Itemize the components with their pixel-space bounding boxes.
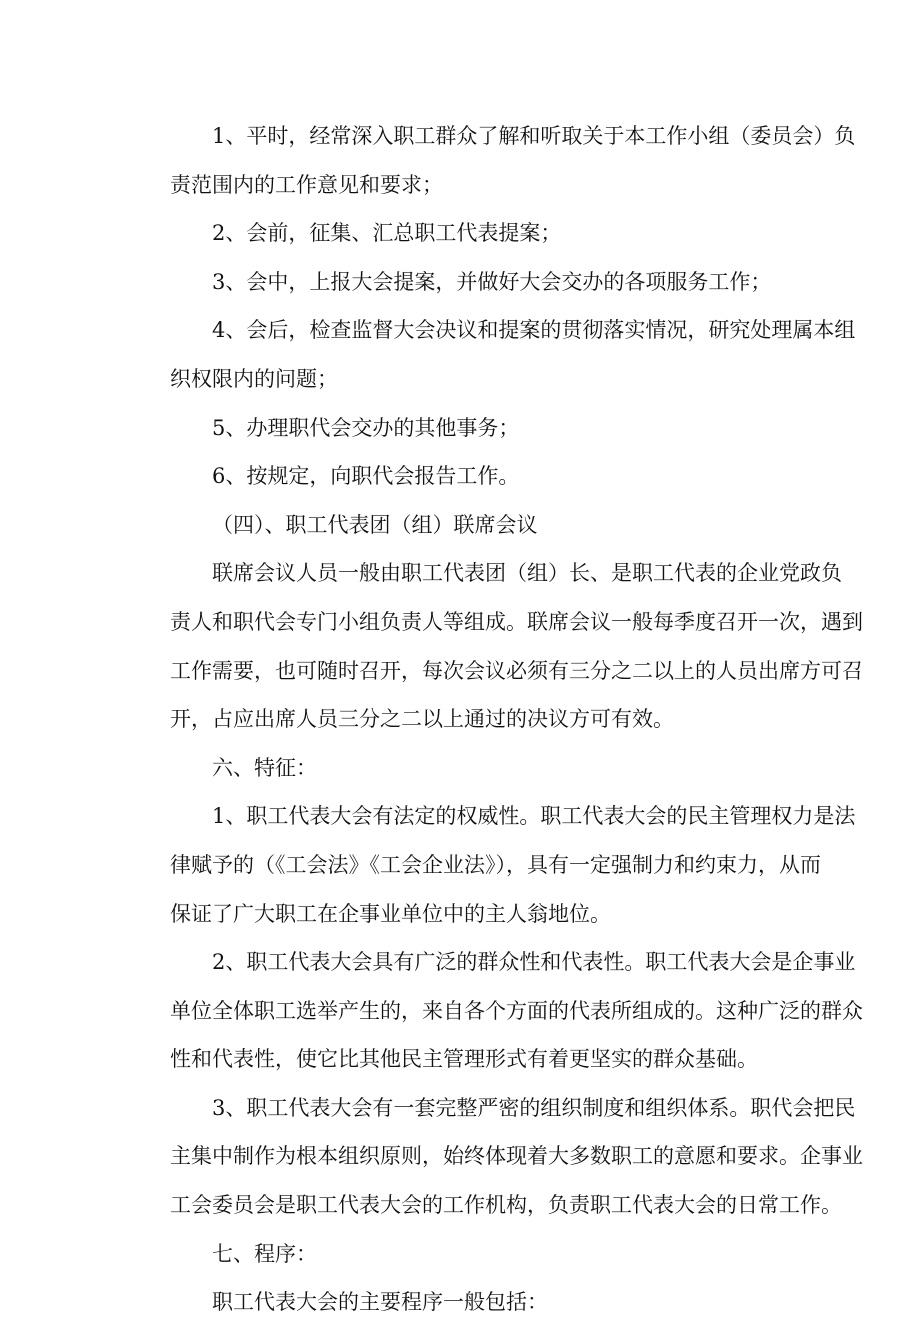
paragraph-line: （四）、职工代表团（组）联席会议 [212,512,538,537]
paragraph-line: 6、按规定，向职代会报告工作。 [212,464,520,489]
paragraph-line: 3、会中，上报大会提案，并做好大会交办的各项服务工作； [212,269,772,294]
paragraph-line: 开，占应出席人员三分之二以上通过的决议方可有效。 [170,707,674,732]
paragraph-line: 职工代表大会的主要程序一般包括： [212,1290,548,1315]
paragraph-line: 5、办理职代会交办的其他事务； [212,415,520,440]
paragraph-line: 织权限内的问题； [170,366,338,391]
paragraph-line: 责范围内的工作意见和要求； [170,172,443,197]
paragraph-line: 2、会前，征集、汇总职工代表提案； [212,221,562,246]
paragraph-line: 3、职工代表大会有一套完整严密的组织制度和组织体系。职代会把民 [212,1095,856,1120]
paragraph-line: 4、会后，检查监督大会决议和提案的贯彻落实情况，研究处理属本组 [212,318,856,343]
paragraph-procedure-intro [128,1278,792,1327]
paragraph-line: 1、职工代表大会有法定的权威性。职工代表大会的民主管理权力是法 [212,804,856,829]
section-heading-procedure [128,1230,792,1279]
paragraph-joint-meeting-description [128,549,863,743]
paragraph-line: 保证了广大职工在企事业单位中的主人翁地位。 [170,901,611,926]
document-body [128,112,863,1327]
paragraph-item-6 [128,452,792,501]
paragraph-line: 1、平时，经常深入职工群众了解和听取关于本工作小组（委员会）负 [212,124,856,148]
paragraph-line: 单位全体职工选举产生的，来自各个方面的代表所组成的。这种广泛的群众 [170,998,863,1023]
paragraph-item-1 [128,112,856,209]
paragraph-item-4 [128,306,856,403]
paragraph-line: 联席会议人员一般由职工代表团（组）长、是职工代表的企业党政负 [212,561,842,586]
paragraph-line: 六、特征： [212,755,317,780]
paragraph-line: 律赋予的（《工会法》《工会企业法》），具有一定强制力和约束力，从而 [170,852,821,877]
paragraph-line: 七、程序： [212,1241,317,1266]
paragraph-feature-3 [128,1084,863,1230]
paragraph-feature-1 [128,792,856,938]
paragraph-line: 2、职工代表大会具有广泛的群众性和代表性。职工代表大会是企事业 [212,950,856,975]
paragraph-line: 责人和职代会专门小组负责人等组成。联席会议一般每季度召开一次，遇到 [170,609,863,634]
paragraph-line: 工会委员会是职工代表大会的工作机构，负责职工代表大会的日常工作。 [170,1193,842,1218]
section-heading-joint-meeting [128,501,792,550]
paragraph-line: 性和代表性，使它比其他民主管理形式有着更坚实的群众基础。 [170,1047,758,1072]
paragraph-feature-2 [128,938,863,1084]
paragraph-line: 主集中制作为根本组织原则，始终体现着大多数职工的意愿和要求。企事业 [170,1144,863,1169]
paragraph-item-2 [128,209,792,258]
paragraph-item-3 [128,258,792,307]
paragraph-item-5 [128,404,792,453]
paragraph-line: 工作需要，也可随时召开，每次会议必须有三分之二以上的人员出席方可召 [170,658,863,683]
section-heading-features [128,744,792,793]
